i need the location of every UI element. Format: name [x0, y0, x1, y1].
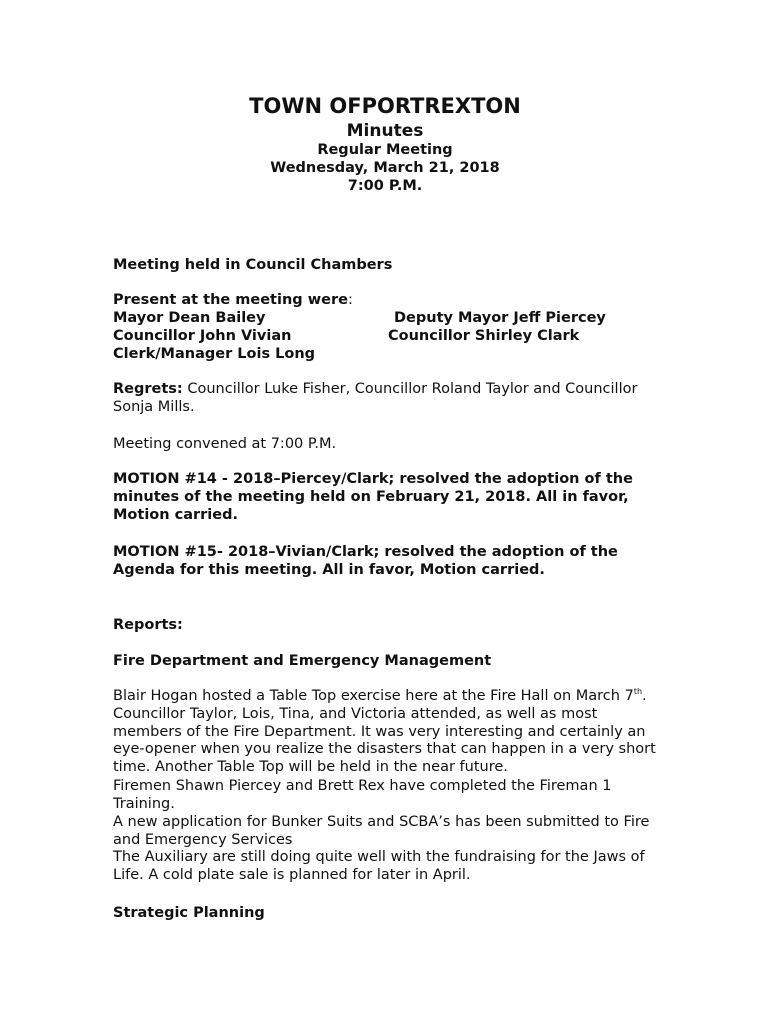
meeting-type: Regular Meeting — [317, 142, 453, 158]
present-left-3: Clerk/Manager Lois Long — [113, 346, 316, 362]
fire-paragraph-1 — [113, 688, 658, 777]
convened-text: Meeting convened at 7:00 P.M. — [113, 436, 337, 452]
town-title: TOWN OFPORTREXTON — [249, 94, 521, 118]
present-right-2: Councillor Shirley Clark — [388, 328, 580, 344]
fire-p1-text-a: Blair Hogan hosted a Table Top exercise here at the Fire Hall on March 7 — [113, 688, 634, 704]
fire-p1-text-b: . Councillor Taylor, Lois, Tina, and Victoria attended, as well as most members of the Fire Department. It was very interesting and certainly an eye-opener when you realize the disasters that can happen in a very short time. Another Table Top will be held in the near future. — [113, 688, 656, 776]
fire-p1-superscript: th — [633, 687, 643, 696]
meeting-time: 7:00 P.M. — [347, 178, 423, 194]
fire-paragraph-4: The Auxiliary are still doing quite well with the fundraising for the Jaws of Life. A cold plate sale is planned for later in April. — [113, 849, 645, 883]
reports-heading: Reports: — [113, 617, 183, 633]
meeting-date: Wednesday, March 21, 2018 — [270, 160, 500, 176]
document-type: Minutes — [346, 121, 424, 141]
meeting-location: Meeting held in Council Chambers — [113, 257, 393, 273]
present-heading-colon: : — [347, 292, 353, 308]
motion-14: MOTION #14 - 2018–Piercey/Clark; resolved the adoption of the minutes of the meeting held on February 21, 2018. All in favor, Motion carried. — [113, 471, 633, 523]
regrets-text: Councillor Luke Fisher, Councillor Roland Taylor and Councillor Sonja Mills. — [113, 381, 638, 415]
present-right-1: Deputy Mayor Jeff Piercey — [394, 310, 606, 326]
strategic-heading: Strategic Planning — [113, 905, 265, 921]
fire-heading: Fire Department and Emergency Management — [113, 653, 492, 669]
fire-paragraph-3: A new application for Bunker Suits and SCBA’s has been submitted to Fire and Emergency Services — [113, 814, 650, 848]
fire-paragraph-2: Firemen Shawn Piercey and Brett Rex have completed the Fireman 1 Training. — [113, 778, 612, 812]
present-left-1: Mayor Dean Bailey — [113, 310, 266, 326]
regrets-label: Regrets: — [113, 381, 183, 397]
present-left-2: Councillor John Vivian — [113, 328, 292, 344]
present-heading-label: Present at the meeting were — [113, 292, 348, 308]
regrets-paragraph — [113, 381, 673, 417]
present-heading — [113, 291, 353, 309]
motion-15: MOTION #15- 2018–Vivian/Clark; resolved the adoption of the Agenda for this meeting. All in favor, Motion carried. — [113, 544, 618, 578]
